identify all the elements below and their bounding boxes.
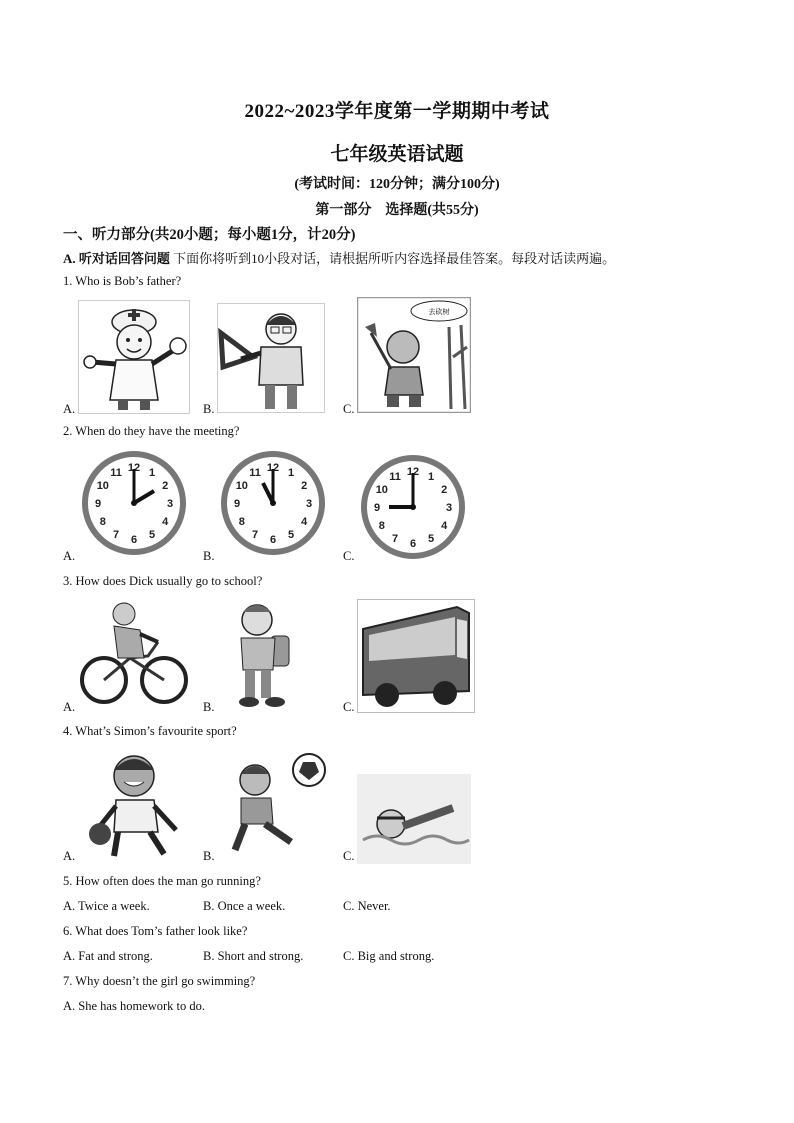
- clock-numeral: 1: [427, 470, 435, 483]
- clock-numeral: 12: [266, 462, 280, 474]
- part-heading: 第一部分 选择题(共55分): [315, 203, 479, 218]
- clock-numeral: 7: [391, 533, 399, 546]
- clock-c-svg: [357, 452, 469, 562]
- q7-option-a[interactable]: A. She has homework to do.: [63, 999, 205, 1013]
- q6-option-b[interactable]: B. Short and strong.: [203, 949, 304, 963]
- q4-picture-c-swim: [357, 774, 471, 864]
- q4-label-a: A.: [63, 849, 76, 863]
- q5-option-b[interactable]: B. Once a week.: [203, 899, 286, 913]
- clock-numeral: 12: [127, 462, 141, 474]
- clock-numeral: 5: [148, 529, 156, 542]
- clock-numeral: 8: [99, 516, 106, 528]
- question-4: 4. What’s Simon’s favourite sport?: [63, 724, 237, 738]
- clock-numeral: 4: [162, 516, 169, 528]
- question-5: 5. How often does the man go running?: [63, 874, 261, 888]
- clock-numeral: 8: [378, 520, 385, 532]
- clock-numeral: 11: [249, 466, 261, 479]
- q2-label-a: A.: [63, 549, 76, 563]
- q3-picture-b-walk: [217, 598, 307, 712]
- clock-numeral: 5: [427, 533, 435, 546]
- clock-numeral: 9: [233, 498, 241, 510]
- q2-label-c: C.: [343, 549, 355, 563]
- clock-numeral: 5: [287, 529, 295, 542]
- q6-option-a[interactable]: A. Fat and strong.: [63, 949, 153, 963]
- clock-numeral: 2: [301, 480, 308, 492]
- clock-numeral: 3: [305, 498, 313, 510]
- clock-numeral: 2: [162, 480, 169, 492]
- clock-numeral: 6: [409, 538, 417, 550]
- clock-numeral: 3: [166, 498, 174, 510]
- q1-picture-a-doctor: [78, 300, 190, 414]
- clock-b-svg: [217, 448, 329, 558]
- q2-label-b: B.: [203, 549, 215, 563]
- clock-numeral: 7: [251, 529, 259, 542]
- q1-picture-c-worker: [357, 297, 471, 413]
- q6-option-c[interactable]: C. Big and strong.: [343, 949, 435, 963]
- q3-label-c: C.: [343, 700, 355, 714]
- question-7: 7. Why doesn’t the girl go swimming?: [63, 974, 256, 988]
- exam-title: 2022~2023学年度第一学期期中考试: [244, 101, 550, 122]
- clock-numeral: 10: [96, 480, 109, 492]
- clock-numeral: 6: [130, 534, 138, 546]
- q5-option-a[interactable]: A. Twice a week.: [63, 899, 150, 913]
- clock-numeral: 4: [441, 520, 448, 532]
- q4-picture-b-football: [217, 750, 329, 862]
- section-heading: 一、听力部分(共20小题；每小题1分，计20分): [63, 227, 356, 243]
- q3-picture-a-bike: [78, 600, 190, 710]
- clock-numeral: 2: [441, 484, 448, 496]
- question-6: 6. What does Tom’s father look like?: [63, 924, 248, 938]
- clock-numeral: 10: [375, 484, 388, 496]
- q2-clock-b: [217, 448, 329, 558]
- clock-numeral: 9: [373, 502, 381, 514]
- clock-numeral: 3: [445, 502, 453, 514]
- q3-picture-c-bus: [357, 599, 475, 713]
- q4-label-c: C.: [343, 849, 355, 863]
- part-a-label: A. 听对话回答问题: [63, 251, 170, 266]
- clock-numeral: 8: [238, 516, 245, 528]
- clock-numeral: 11: [389, 470, 401, 483]
- q3-label-a: A.: [63, 700, 76, 714]
- q1-label-b: B.: [203, 402, 215, 416]
- clock-numeral: 9: [94, 498, 102, 510]
- question-2: 2. When do they have the meeting?: [63, 424, 240, 438]
- clock-numeral: 12: [406, 466, 420, 478]
- q3-label-b: B.: [203, 700, 215, 714]
- q5-option-c[interactable]: C. Never.: [343, 899, 391, 913]
- exam-info: (考试时间：120分钟；满分100分): [294, 177, 500, 192]
- question-1: 1. Who is Bob’s father?: [63, 274, 182, 288]
- clock-numeral: 11: [110, 466, 122, 479]
- clock-numeral: 1: [148, 466, 156, 479]
- q2-clock-a: [78, 448, 190, 558]
- q1-picture-b-teacher: [217, 303, 325, 413]
- question-3: 3. How does Dick usually go to school?: [63, 574, 263, 588]
- q2-clock-c: [357, 452, 469, 562]
- part-a-instruction: [63, 248, 615, 267]
- q4-label-b: B.: [203, 849, 215, 863]
- q1-speech-bubble: 去砍树: [428, 308, 450, 316]
- exam-subtitle: 七年级英语试题: [330, 144, 464, 165]
- q1-label-a: A.: [63, 402, 76, 416]
- clock-numeral: 7: [112, 529, 120, 542]
- clock-a-svg: [78, 448, 190, 558]
- q4-picture-a-basketball: [78, 748, 190, 862]
- clock-numeral: 4: [301, 516, 308, 528]
- part-a-text: 下面你将听到10小段对话，请根据所听内容选择最佳答案。每段对话读两遍。: [169, 251, 616, 266]
- clock-numeral: 10: [235, 480, 248, 492]
- clock-numeral: 1: [287, 466, 295, 479]
- q1-label-c: C.: [343, 402, 355, 416]
- clock-numeral: 6: [269, 534, 277, 546]
